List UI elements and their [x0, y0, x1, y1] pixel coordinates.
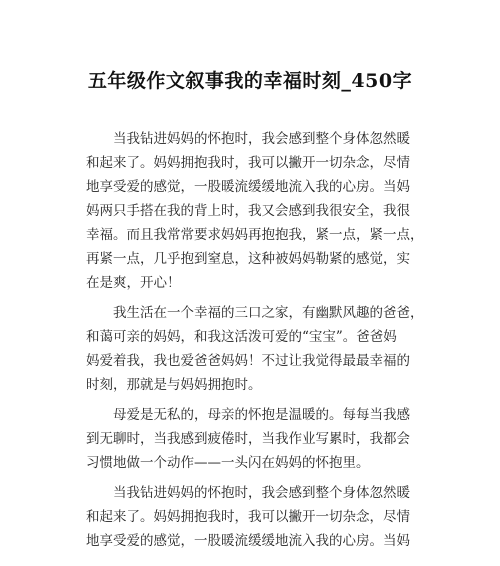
- text-line: 时刻，那就是与妈妈拥抱时。: [86, 377, 262, 393]
- paragraph-2: [86, 301, 426, 397]
- text-line: 习惯地做一个动作——一头闪在妈妈的怀抱里。: [86, 455, 370, 471]
- text-line: 地享受爱的感觉，一股暖流缓缓地流入我的心房。当妈: [86, 179, 410, 195]
- text-line: 到无聊时，当我感到疲倦时，当我作业写累时，我都会: [86, 431, 410, 447]
- text-line: 母爱是无私的，母亲的怀抱是温暖的。每每当我感: [86, 407, 410, 423]
- text-line: 幸福。而且我常常要求妈妈再抱抱我，紧一点，紧一点，: [86, 227, 424, 243]
- text-line: 妈爱着我，我也爱爸爸妈妈！不过让我觉得最最幸福的: [86, 353, 410, 369]
- text-line: 和起来了。妈妈拥抱我时，我可以撇开一切杂念，尽情: [86, 509, 410, 525]
- text-line: 和起来了。妈妈拥抱我时，我可以撇开一切杂念，尽情: [86, 155, 410, 171]
- text-line: 在是爽，开心！: [86, 275, 181, 291]
- paragraph-4: [86, 481, 426, 553]
- paragraph-1: [86, 127, 426, 295]
- text-line: 妈两只手搭在我的背上时，我又会感到我很安全，我很: [86, 203, 410, 219]
- page-title: 五年级作文叙事我的幸福时刻_450字: [87, 70, 413, 92]
- text-line: 地享受爱的感觉，一股暖流缓缓地流入我的心房。当妈: [86, 533, 410, 549]
- paragraph-3: [86, 403, 426, 475]
- text-line: 当我钻进妈妈的怀抱时，我会感到整个身体忽然暖: [86, 131, 410, 147]
- text-line: 我生活在一个幸福的三口之家，有幽默风趣的爸爸，: [86, 305, 424, 321]
- text-line: 和蔼可亲的妈妈，和我这活泼可爱的“宝宝”。爸爸妈: [86, 329, 397, 345]
- text-line: 再紧一点，几乎抱到窒息，这种被妈妈勒紧的感觉，实: [86, 251, 410, 267]
- text-line: 当我钻进妈妈的怀抱时，我会感到整个身体忽然暖: [86, 485, 410, 501]
- article-body: [86, 127, 426, 553]
